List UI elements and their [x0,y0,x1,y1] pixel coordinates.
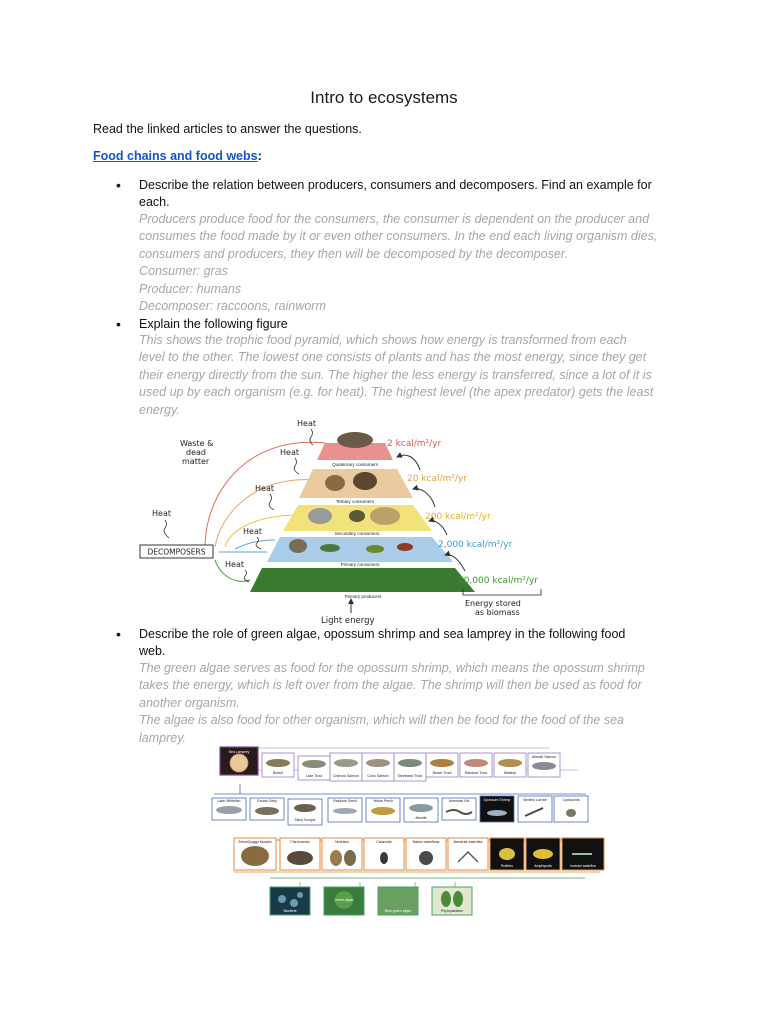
node-label: Green algae [334,898,354,902]
energy-arrow [413,489,435,507]
node-label: Opossum Shrimp [483,798,511,802]
level-label: Quaternary consumers [332,462,378,467]
foodweb-node-slimy-sculpin [288,799,322,825]
apex-predator-icon [337,432,373,448]
foodweb-node-invasive-waterflea [562,838,604,870]
foodweb-node-coho-salmon [362,753,394,781]
heat-label: Heat [243,527,262,536]
answer-2-line: level to the other. The lowest one consists of plants and has the most energy, since they get [139,350,647,365]
foodweb-node-rainbow-smelt [328,798,362,822]
node-label: Rotifers [500,864,514,868]
node-label: Cyclopoids [562,798,580,802]
question-2-line: • Explain the following figure [139,317,288,331]
biomass-label: as biomass [475,608,520,617]
bird-icon [325,475,345,491]
heat-label: Heat [152,509,171,518]
node-label: Rainbow Trout [464,771,488,775]
node-label: Native waterfleas [412,840,440,844]
foodweb-node-sea-lamprey [220,747,258,775]
heat-squiggle [269,494,274,510]
energy-arrow [429,521,447,535]
waste-label: dead [186,448,206,457]
question-3-line-2: web. [139,644,166,658]
answer-3-line: The green algae serves as food for the opossum shrimp, which means the opossum shrimp [139,661,645,675]
answer-2-line: used up by each organism (e.g. for heat). The highest level (the apex predator) gets the least [139,385,654,400]
heat-label: Heat [297,419,316,428]
foodweb-node-zebra-mussels [234,838,276,870]
foodweb-node-lake-trout [298,756,330,780]
node-label: Atlantic Salmon [531,755,557,759]
foodweb-node-blue-green-algae [378,887,418,915]
heat-label: Heat [280,448,299,457]
level-label: Primary producers [344,594,382,599]
question-3 [139,626,679,660]
energy-label: 20 kcal/m²/yr [407,474,467,484]
foodweb-node-steelhead-trout [394,753,426,781]
node-label: Slimy Sculpin [294,818,316,822]
spider-icon [349,510,365,522]
answer-1 [139,211,679,315]
foodweb-node-lake-whitefish [212,798,246,820]
node-label: Calanoids [376,840,392,844]
question-1-line-2: each. [139,195,170,209]
answer-3-line: another organism. [139,695,240,710]
foodweb-node-native-waterfleas [406,838,446,870]
waste-label: matter [182,457,210,466]
foodweb-node-green-algae [324,887,364,915]
node-label: Phytoplankton [440,909,464,913]
foodweb-node-burbot [262,753,294,777]
grasshopper-icon [320,544,340,552]
heat-squiggle [294,458,299,474]
node-label: Brown Trout [432,771,452,775]
foodweb-node-phytoplankton [432,887,472,915]
foodweb-node-chironomids [280,838,320,870]
question-3-line-1: • Describe the role of green algae, opossum shrimp and sea lamprey in the following food [139,627,626,641]
level-label: Primary consumers [340,562,380,567]
waste-label: Waste & [180,439,214,448]
foodweb-node-cyclopoids [554,796,588,822]
foodweb-node-walleye [494,753,526,777]
foodweb-node-mollusks [322,838,362,870]
node-label: Yellow Perch [372,799,394,803]
node-label: Sea Lamprey [228,750,250,754]
energy-label: 20,000 kcal/m²/yr [458,576,538,586]
trophic-pyramid-figure [135,415,595,627]
node-label: Blue-green algae [384,909,412,913]
answer-3 [139,660,679,747]
ant-icon [397,543,413,551]
answer-2-line: their energy directly from the sun. The higher the less energy is transferred, since a lot of it is [139,367,652,382]
foodweb-node-benthic-larvae [518,796,552,822]
question-2 [139,316,679,333]
answer-2-line: energy. [139,402,180,417]
section-heading [93,149,262,163]
decomposers-label: DECOMPOSERS [147,547,206,557]
heat-label: Heat [255,484,274,493]
energy-label: 2 kcal/m²/yr [387,439,442,449]
node-label: Alewife [415,816,427,820]
answer-1-line: Producer: humans [139,281,242,296]
node-label: Lake Trout [305,774,323,778]
node-label: Chinook Salmon [333,774,359,778]
heat-squiggle [164,520,169,538]
foodweb-node-amphipods [526,838,560,870]
foodweb-node-alewife [404,798,438,822]
heat-label: Heat [225,560,244,569]
node-label: Lake Whitefish [217,799,241,803]
food-chains-link[interactable]: Food chains and food webs [93,149,258,163]
foodweb-node-round-goby [250,798,284,820]
answer-1-line: Consumer: gras [139,264,228,279]
answer-2-line: This shows the trophic food pyramid, which shows how energy is transformed from each [139,333,627,347]
foodweb-node-opossum-shrimp [480,796,514,822]
food-web-figure [210,744,610,920]
light-energy-label: Light energy [321,616,375,626]
node-label: Walleye [503,771,517,775]
answer-1-line: Producers produce food for the consumers, the consumer is dependent on the producer and [139,212,650,226]
node-label: Burbot [272,771,284,775]
foodweb-node-bacterial-waterflea [448,838,488,870]
foodweb-node-calanoids [364,838,404,870]
answer-3-line: takes the energy, which is left over from the algae. The shrimp will then be used as food for [139,678,642,693]
node-label: Round Goby [257,799,277,803]
energy-arrow [397,455,420,470]
answer-1-line: consumers and producers, they then will be decomposed by the decomposer. [139,246,568,261]
node-label: Mollusks [335,840,349,844]
foodweb-node-yellow-perch [366,798,400,822]
caterpillar-icon [366,545,384,553]
node-label: Benthic Larvae [523,798,547,802]
node-label: Invasive waterflea [570,864,596,868]
node-label: Zebra/Quagga Mussels [238,840,272,844]
mouse-icon [308,508,332,524]
question-1 [139,177,679,211]
node-label: Coho Salmon [367,774,389,778]
foodweb-node-bacteria [270,887,310,915]
node-label: American Eel [448,799,470,803]
energy-label: 200 kcal/m²/yr [425,512,491,522]
energy-label: 2,000 kcal/m²/yr [438,540,513,550]
foodweb-node-atlantic-salmon [528,753,560,777]
node-label: Rainbow Smelt [333,799,357,803]
answer-1-line: consumes the food made by it or even other consumers. In the end each living organism dies, [139,229,658,244]
snake-icon [353,472,377,490]
section-colon: : [257,149,262,163]
node-label: Chironomids [290,840,310,844]
foodweb-node-rotifers [490,838,524,870]
question-1-line-1: • Describe the relation between producers, consumers and decomposers. Find an example for [139,178,652,192]
node-label: Bacteria [283,909,297,913]
intro-text: Read the linked articles to answer the questions. [93,122,362,136]
pyramid-level-producers [250,568,475,592]
node-label: Steelhead Trout [397,774,423,778]
foodweb-node-american-eel [442,798,476,820]
heat-squiggle [256,537,261,549]
answer-3-line: lamprey. [139,730,187,745]
waste-arrow [235,540,275,549]
foodweb-node-rainbow-trout [460,753,492,777]
biomass-label: Energy stored [465,599,521,608]
foodweb-node-chinook-salmon [330,753,362,781]
level-label: Secondary consumers [334,531,380,536]
page-title: Intro to ecosystems [310,88,458,107]
frog-icon [370,507,400,525]
answer-1-line: Decomposer: raccoons, rainworm [139,299,326,314]
snail-icon [289,539,307,553]
level-label: Tertiary consumers [335,499,375,504]
answer-3-line: The algae is also food for other organism, which will then be food for the food of the sea [139,713,625,728]
answer-2 [139,332,679,419]
node-label: Bacterial waterflea [453,840,483,844]
node-label: Amphipods [534,864,552,868]
foodweb-node-brown-trout [426,753,458,777]
